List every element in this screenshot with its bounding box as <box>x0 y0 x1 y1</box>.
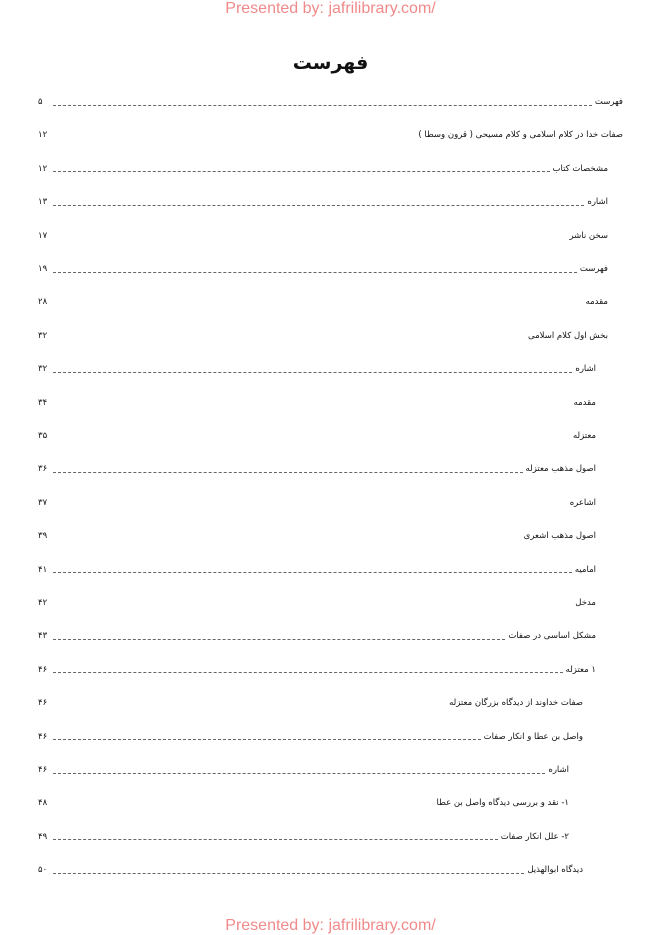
toc-entry-label: واصل بن عطا و انکار صفات <box>483 731 583 742</box>
toc-entry-label: اصول مذهب اشعری <box>523 531 596 542</box>
dot-leader <box>53 739 481 740</box>
toc-entry[interactable] <box>38 730 583 744</box>
toc-entry-page-number: ۱۲ <box>38 130 48 141</box>
toc-entry-page-number: ۳۹ <box>38 531 48 542</box>
dot-leader <box>53 272 577 273</box>
toc-entry[interactable] <box>38 462 596 476</box>
dot-leader <box>53 372 572 373</box>
toc-entry-label: امامیه <box>574 564 596 575</box>
toc-entry-page-number: ۴۶ <box>38 765 48 775</box>
toc-entry-label: معتزله <box>572 431 596 441</box>
toc-entry-page-number: ۴۳ <box>38 631 48 642</box>
toc-entry-label: بخش اول کلام اسلامی <box>527 330 608 341</box>
toc-entry-page-number: ۱۳ <box>38 197 48 208</box>
toc-entry-page-number: ۴۹ <box>38 831 48 842</box>
toc-entry-label: مقدمه <box>573 397 596 408</box>
toc-entry-label: صفات خداوند از دیدگاه بزرگان معتزله <box>449 698 583 709</box>
toc-entry-label: مشکل اساسی در صفات <box>508 631 596 642</box>
toc-entry[interactable] <box>38 563 596 577</box>
toc-entry[interactable] <box>38 863 583 877</box>
toc-entry-page-number: ۴۲ <box>38 598 48 608</box>
toc-entry[interactable] <box>38 763 569 777</box>
toc-entry[interactable] <box>38 295 608 309</box>
toc-entry-label: اشاره <box>587 197 608 208</box>
toc-entry-label: فهرست <box>594 97 623 107</box>
toc-entry-page-number: ۵ <box>38 97 43 107</box>
dot-leader <box>53 672 563 673</box>
toc-entry[interactable] <box>38 195 608 209</box>
toc-entry-label: مشخصات کتاب <box>552 163 608 174</box>
watermark-bottom: Presented by: jafrilibrary.com/ <box>225 917 436 934</box>
toc-entry-label: صفات خدا در کلام اسلامی و کلام مسیحی ( قرون وسطا ) <box>418 130 623 141</box>
dot-leader <box>53 171 550 172</box>
toc-entry[interactable] <box>38 830 569 844</box>
toc-entry-label: اصول مذهب معتزله <box>525 464 596 475</box>
toc-entry[interactable] <box>38 529 596 543</box>
toc-entry-page-number: ۳۵ <box>38 431 48 441</box>
toc-entry-label: ۱- نقد و بررسی دیدگاه واصل بن عطا <box>436 798 569 809</box>
toc-entry-label: ۲- علل انکار صفات <box>500 831 569 842</box>
toc-entry-label: اشاره <box>548 765 569 775</box>
watermark-top: Presented by: jafrilibrary.com/ <box>225 0 436 17</box>
toc-entry[interactable] <box>38 629 596 643</box>
toc-entry[interactable] <box>38 229 608 243</box>
toc-entry-page-number: ۳۴ <box>38 397 48 408</box>
page-title: فهرست <box>292 52 369 74</box>
dot-leader <box>53 873 524 874</box>
dot-leader <box>53 839 498 840</box>
toc-entry[interactable] <box>38 796 569 810</box>
toc-entry-page-number: ۱۹ <box>38 264 48 274</box>
toc-entry[interactable] <box>38 128 623 142</box>
toc-entry-page-number: ۱۷ <box>38 230 48 241</box>
toc-entry[interactable] <box>38 396 596 410</box>
toc-entry-label: سخن ناشر <box>569 230 608 241</box>
toc-entry[interactable] <box>38 696 583 710</box>
toc-entry-page-number: ۴۶ <box>38 731 48 742</box>
toc-entry-page-number: ۱۲ <box>38 163 48 174</box>
toc-entry[interactable] <box>38 95 623 109</box>
toc-entry-label: دیدگاه ابوالهذیل <box>527 865 583 876</box>
toc-entry-page-number: ۴۱ <box>38 564 48 575</box>
toc-entry[interactable] <box>38 429 596 443</box>
toc-entry-page-number: ۳۲ <box>38 330 48 341</box>
dot-leader <box>53 205 584 206</box>
toc-entry[interactable] <box>38 496 596 510</box>
toc-entry-label: مقدمه <box>585 297 608 308</box>
dot-leader <box>53 572 572 573</box>
toc-entry[interactable] <box>38 596 596 610</box>
toc-entry-label: فهرست <box>579 264 608 274</box>
toc-entry[interactable] <box>38 362 596 376</box>
toc-entry-label: اشاره <box>575 364 596 375</box>
toc-entry[interactable] <box>38 329 608 343</box>
toc-entry-page-number: ۴۶ <box>38 664 48 675</box>
toc-entry-page-number: ۳۶ <box>38 464 48 475</box>
toc-entry-page-number: ۳۷ <box>38 497 48 508</box>
toc-entry-page-number: ۲۸ <box>38 297 48 308</box>
toc-entry[interactable] <box>38 262 608 276</box>
dot-leader <box>53 472 523 473</box>
toc-entry-page-number: ۴۶ <box>38 698 48 709</box>
dot-leader <box>53 773 545 774</box>
toc-entry-page-number: ۳۲ <box>38 364 48 375</box>
dot-leader <box>53 105 592 106</box>
toc-entry[interactable] <box>38 663 596 677</box>
toc-entry-page-number: ۴۸ <box>38 798 48 809</box>
toc-entry-label: اشاعره <box>569 497 596 508</box>
toc-entry[interactable] <box>38 162 608 176</box>
toc-entry-page-number: ۵۰ <box>38 865 48 876</box>
dot-leader <box>53 639 505 640</box>
toc-entry-label: ۱ معتزله <box>565 664 596 675</box>
toc-entry-label: مدخل <box>575 598 596 608</box>
